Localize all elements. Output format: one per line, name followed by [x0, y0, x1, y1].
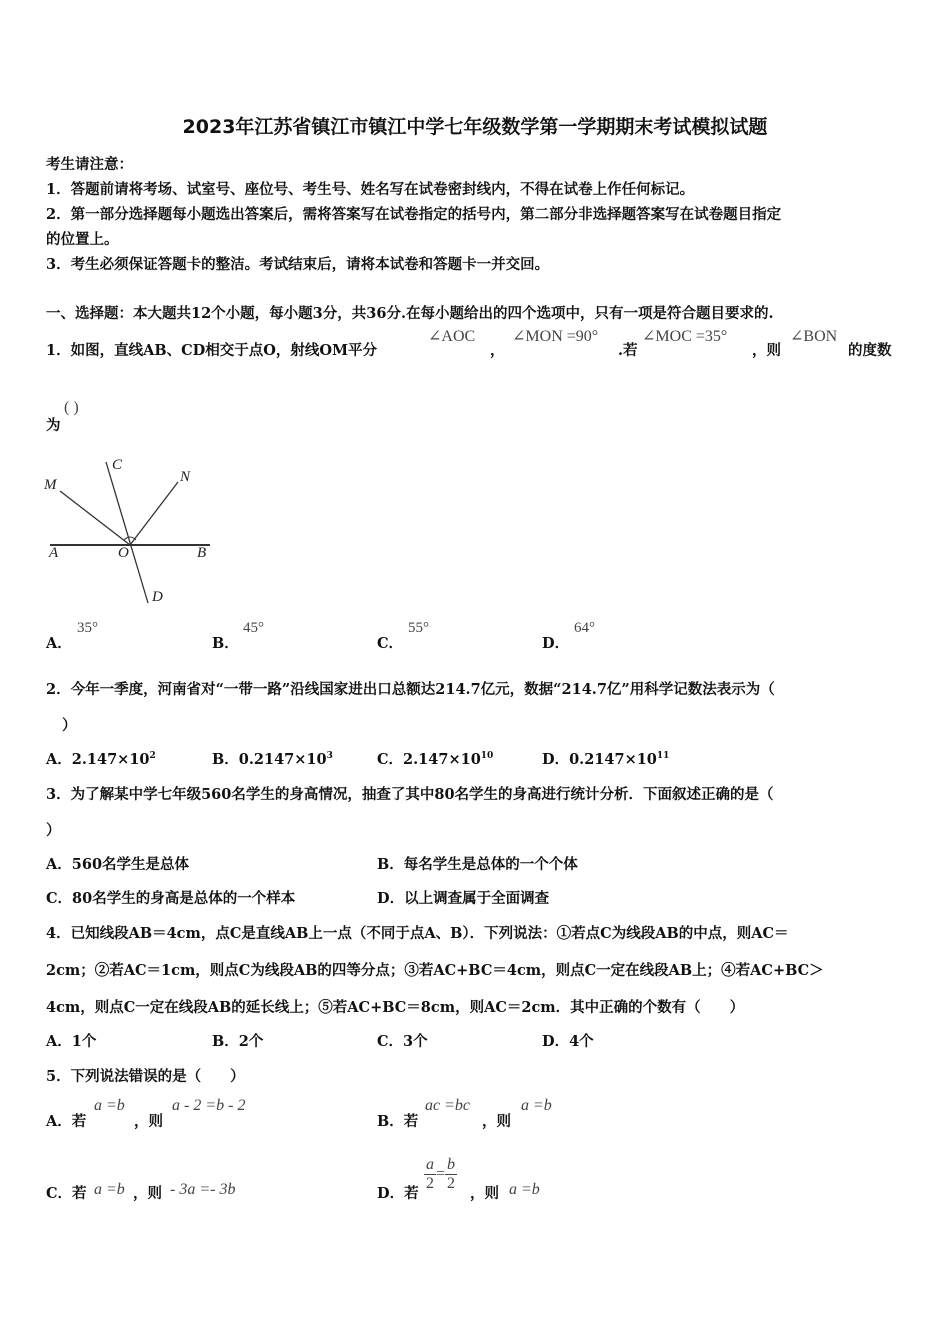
q1-option-b-value: 45° [243, 620, 264, 636]
q1-angle-moc: ∠MOC =35° [642, 328, 728, 345]
q2-option-b: B．$0.2147\times 10^3$ [212, 751, 333, 768]
q4-option-c: C．3个 [377, 1033, 428, 1050]
q5-option-d-label: D．若 [377, 1185, 419, 1202]
q1-angle-bon: ∠BON [790, 328, 838, 345]
q1-sep: ， [490, 342, 505, 359]
q1-option-a-value: 35° [77, 620, 98, 636]
q5-option-a-label: A．若 [46, 1113, 87, 1130]
q5-option-d-equation: $\frac{a}{2}$ = $\frac{b}{2}$ [426, 1156, 456, 1192]
label-d: D [152, 589, 163, 605]
notice-item-3: 3．考生必须保证答题卡的整洁。考试结束后，请将本试卷和答题卡一并交回。 [46, 256, 550, 273]
q1-text-c: ，则 [752, 342, 781, 359]
q3-option-b: B．每名学生是总体的一个个体 [377, 856, 578, 873]
q3-option-a: A．560名学生是总体 [46, 856, 190, 873]
q2-option-d: D．$0.2147\times 10^{11}$ [542, 751, 670, 768]
q4-stem-line2: 2cm；②若AC＝1cm，则点C为线段AB的四等分点；③若AC+BC＝4cm，则点C一定在线段AB上；④若AC+BC＞ [46, 962, 824, 979]
fraction-b-over-2: $\frac{b}{2}$ [447, 1156, 456, 1192]
q1-option-d-label: D． [542, 635, 570, 652]
label-n: N [180, 469, 191, 485]
q1-option-a-label: A． [46, 635, 72, 652]
q4-option-b: B．2个 [212, 1033, 264, 1050]
q5-stem: 5．下列说法错误的是（ ） [46, 1068, 245, 1085]
q4-stem-line3: 4cm，则点C一定在线段AB的延长线上；⑤若AC+BC＝8cm，则AC＝2cm．其中正确的个数有（ ） [46, 999, 745, 1016]
q1-text-a: 1．如图，直线AB、CD相交于点O，射线OM平分 [46, 342, 378, 359]
label-o: O [118, 545, 129, 561]
q3-stem-cont: ） [46, 822, 61, 839]
q1-answer-paren: ( ) [64, 399, 79, 416]
notice-item-1: 1．答题前请将考场、试室号、座位号、考生号、姓名写在试卷密封线内，不得在试卷上作任何标记。 [46, 181, 695, 198]
label-c: C [112, 457, 123, 473]
label-b: B [197, 545, 207, 561]
label-a: A [49, 545, 59, 561]
q5-option-c-result: - 3a =- 3b [170, 1181, 236, 1198]
q5-option-b-label: B．若 [377, 1113, 419, 1130]
label-m: M [44, 477, 57, 493]
page-title: 2023年江苏省镇江市镇江中学七年级数学第一学期期末考试模拟试题 [182, 116, 768, 138]
q5-option-d-ze: ，则 [470, 1185, 499, 1202]
q2-option-a: A．$2.147\times 10^2$ [46, 751, 156, 768]
q2-stem: 2．今年一季度，河南省对“一带一路”沿线国家进出口总额达214.7亿元，数据“214.7亿”用科学记数法表示为（ [46, 681, 775, 698]
q1-option-d-value: 64° [574, 620, 595, 636]
section-heading: 一、选择题：本大题共12个小题，每小题3分，共36分.在每小题给出的四个选项中，只有一项是符合题目要求的. [46, 305, 774, 322]
fraction-a-over-2: $\frac{a}{2}$ [426, 1156, 434, 1192]
q3-option-d: D．以上调查属于全面调查 [377, 890, 550, 907]
q2-stem-cont: ） [62, 717, 77, 734]
q5-option-a-result: a - 2 =b - 2 [172, 1097, 246, 1114]
notice-heading: 考生请注意： [46, 156, 133, 173]
q2-option-c: C．$2.147\times 10^{10}$ [377, 751, 494, 768]
q5-option-a-ze: ，则 [134, 1113, 163, 1130]
q1-angle-mon: ∠MON =90° [512, 328, 599, 345]
q1-angle-aoc: ∠AOC [428, 328, 476, 345]
q1-line2: 为 [46, 417, 61, 434]
q5-option-b-ze: ，则 [482, 1113, 511, 1130]
q1-option-c-label: C． [377, 635, 404, 652]
q4-option-a: A．1个 [46, 1033, 97, 1050]
q5-option-c-cond: a =b [94, 1181, 125, 1198]
q5-option-c-ze: ，则 [133, 1185, 162, 1202]
q3-stem: 3．为了解某中学七年级560名学生的身高情况，抽查了其中80名学生的身高进行统计分析．下面叙述正确的是（ [46, 786, 774, 803]
q5-option-a-cond: a =b [94, 1097, 125, 1114]
q5-option-d-result: a =b [509, 1181, 540, 1198]
q4-stem-line1: 4．已知线段AB＝4cm，点C是直线AB上一点（不同于点A、B）．下列说法：①若点C为线段AB的中点，则AC＝ [46, 925, 789, 942]
q5-option-c-label: C．若 [46, 1185, 87, 1202]
notice-item-2: 2．第一部分选择题每小题选出答案后，需将答案写在试卷指定的括号内，第二部分非选择题答案写在试卷题目指定 [46, 206, 782, 223]
q3-option-c: C．80名学生的身高是总体的一个样本 [46, 890, 296, 907]
q1-text-b: .若 [618, 342, 638, 359]
q1-option-c-value: 55° [408, 620, 429, 636]
q4-option-d: D．4个 [542, 1033, 594, 1050]
q1-geometry-figure [40, 448, 240, 613]
q5-option-b-result: a =b [521, 1097, 552, 1114]
q1-text-d: 的度数 [848, 342, 892, 359]
q1-option-b-label: B． [212, 635, 239, 652]
notice-item-2-cont: 的位置上。 [46, 231, 119, 248]
q5-option-b-cond: ac =bc [425, 1097, 470, 1114]
